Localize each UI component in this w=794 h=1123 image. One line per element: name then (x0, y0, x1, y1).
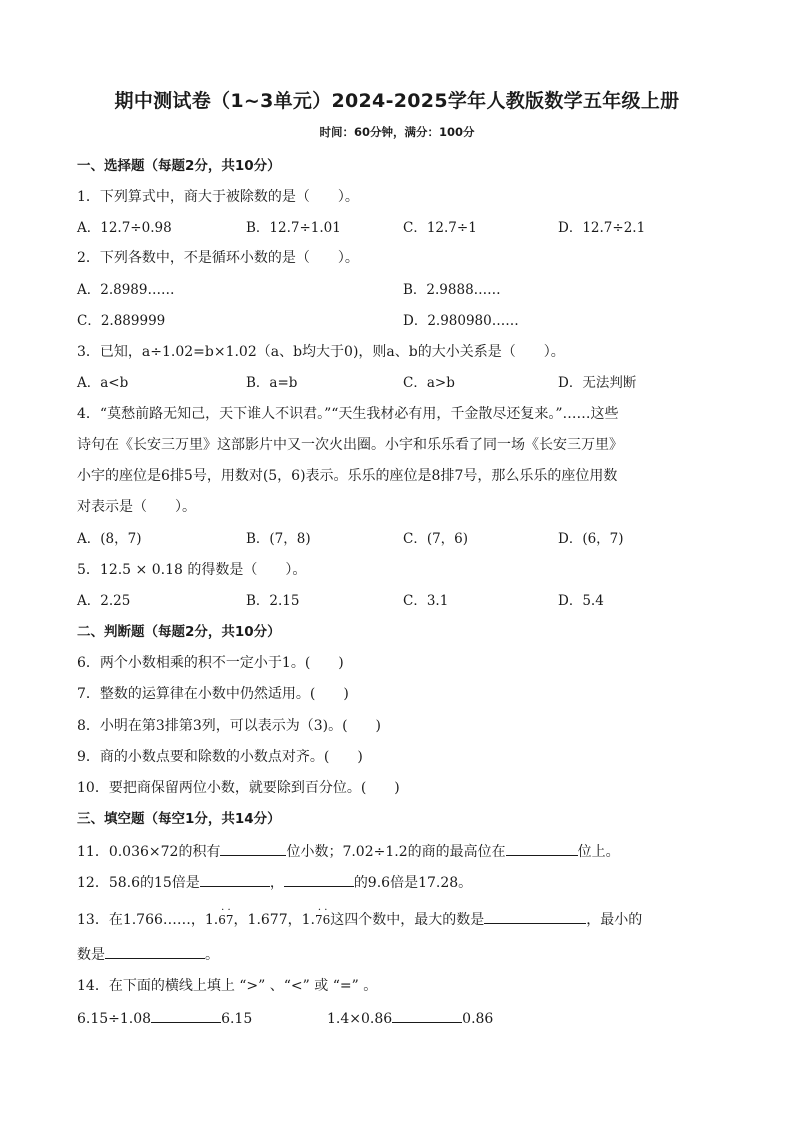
q13-part-6: 。 (205, 947, 219, 963)
q13-part-1: 13．在1.766……，1. (77, 912, 219, 928)
question-2-stem: 2．下列各数中，不是循环小数的是（ ）。 (77, 250, 359, 266)
repeating-decimal-1: · · 67 (218, 905, 234, 927)
question-13-line-2 (77, 944, 219, 965)
judge-item: 7．整数的运算律在小数中仍然适用。( ) (77, 686, 349, 702)
repeating-decimal-2: · · 76 (314, 905, 331, 927)
q3-option-c: C．a>b (403, 375, 455, 391)
q2-option-b: B．2.9888…… (403, 282, 501, 298)
section-heading-fill: 三、填空题（每空1分，共14分） (77, 811, 281, 827)
section-heading-judge: 二、判断题（每题2分，共10分） (77, 624, 281, 640)
q5-option-b: B．2.15 (246, 593, 300, 609)
q14-compare-1 (77, 1008, 252, 1029)
q5-option-d: D．5.4 (558, 593, 604, 609)
q14-compare-2 (327, 1008, 493, 1029)
question-14-stem: 14．在下面的横线上填上 “>” 、“<” 或 “=” 。 (77, 978, 378, 994)
answer-blank[interactable] (284, 872, 354, 887)
answer-blank[interactable] (151, 1008, 221, 1023)
answer-blank[interactable] (220, 841, 286, 856)
q3-option-b: B．a=b (246, 375, 298, 391)
q14-expr-1: 6.15÷1.08 (77, 1011, 152, 1027)
judge-item: 6．两个小数相乘的积不一定小于1。( ) (77, 655, 344, 671)
answer-blank[interactable] (484, 909, 586, 924)
question-12 (77, 872, 472, 893)
exam-subtitle: 时间：60分钟，满分：100分 (319, 125, 475, 139)
q13-part-2: ，1.677，1. (233, 912, 315, 928)
q1-option-c: C．12.7÷1 (403, 220, 477, 236)
q5-option-a: A．2.25 (77, 593, 131, 609)
q12-part-2: ， (269, 875, 284, 891)
q3-option-d: D．无法判断 (558, 375, 637, 391)
question-11 (77, 841, 620, 862)
q1-option-a: A．12.7÷0.98 (77, 220, 172, 236)
q11-part-3: 位上。 (577, 844, 620, 860)
q1-option-b: B．12.7÷1.01 (246, 220, 341, 236)
question-13-line-1 (77, 905, 643, 930)
question-4-line-1: 4．“莫愁前路无知己，天下谁人不识君。”“天生我材必有用，千金散尽还复来。”……这些 (77, 406, 619, 422)
q5-option-c: C．3.1 (403, 593, 449, 609)
question-4-line-2: 诗句在《长安三万里》这部影片中又一次火出圈。小宇和乐乐看了同一场《长安三万里》 (77, 437, 623, 453)
q2-option-d: D．2.980980…… (403, 313, 519, 329)
judge-item: 8．小明在第3排第3列，可以表示为（3)。( ) (77, 718, 382, 734)
section-heading-choice: 一、选择题（每题2分，共10分） (77, 158, 281, 174)
question-4-line-4: 对表示是（ ）。 (77, 499, 196, 515)
q4-option-d: D．(6，7) (558, 531, 624, 547)
exam-title: 期中测试卷（1~3单元）2024-2025学年人教版数学五年级上册 (114, 90, 680, 112)
question-1-stem: 1．下列算式中，商大于被除数的是（ ）。 (77, 189, 359, 205)
judge-item: 9．商的小数点要和除数的小数点对齐。( ) (77, 749, 363, 765)
answer-blank[interactable] (392, 1008, 462, 1023)
q4-option-a: A．(8，7) (77, 531, 142, 547)
q2-option-a: A．2.8989…… (77, 282, 175, 298)
q13-part-4: ，最小的 (586, 912, 643, 928)
question-3-stem: 3．已知，a÷1.02=b×1.02（a、b均大于0)，则a、b的大小关系是（ ）。 (77, 344, 565, 360)
q14-value-1: 6.15 (221, 1011, 253, 1027)
q12-part-3: 的9.6倍是17.28。 (353, 875, 473, 891)
q11-part-2: 位小数；7.02÷1.2的商的最高位在 (286, 844, 506, 860)
question-5-stem: 5．12.5 × 0.18 的得数是（ ）。 (77, 562, 307, 578)
judge-item: 10．要把商保留两位小数，就要除到百分位。( ) (77, 780, 400, 796)
q11-part-1: 11．0.036×72的积有 (77, 844, 221, 860)
answer-blank[interactable] (200, 872, 270, 887)
answer-blank[interactable] (105, 944, 205, 959)
q4-option-c: C．(7，6) (403, 531, 469, 547)
q12-part-1: 12．58.6的15倍是 (77, 875, 200, 891)
q4-option-b: B．(7，8) (246, 531, 311, 547)
question-4-line-3: 小宇的座位是6排5号，用数对(5，6)表示。乐乐的座位是8排7号，那么乐乐的座位用数 (77, 468, 618, 484)
q2-option-c: C．2.889999 (77, 313, 166, 329)
q13-part-3: 这四个数中，最大的数是 (330, 912, 485, 928)
answer-blank[interactable] (506, 841, 578, 856)
q3-option-a: A．a<b (77, 375, 129, 391)
q13-part-5: 数是 (77, 947, 105, 963)
q14-expr-2: 1.4×0.86 (327, 1011, 393, 1027)
q1-option-d: D．12.7÷2.1 (558, 220, 646, 236)
q14-value-2: 0.86 (462, 1011, 494, 1027)
